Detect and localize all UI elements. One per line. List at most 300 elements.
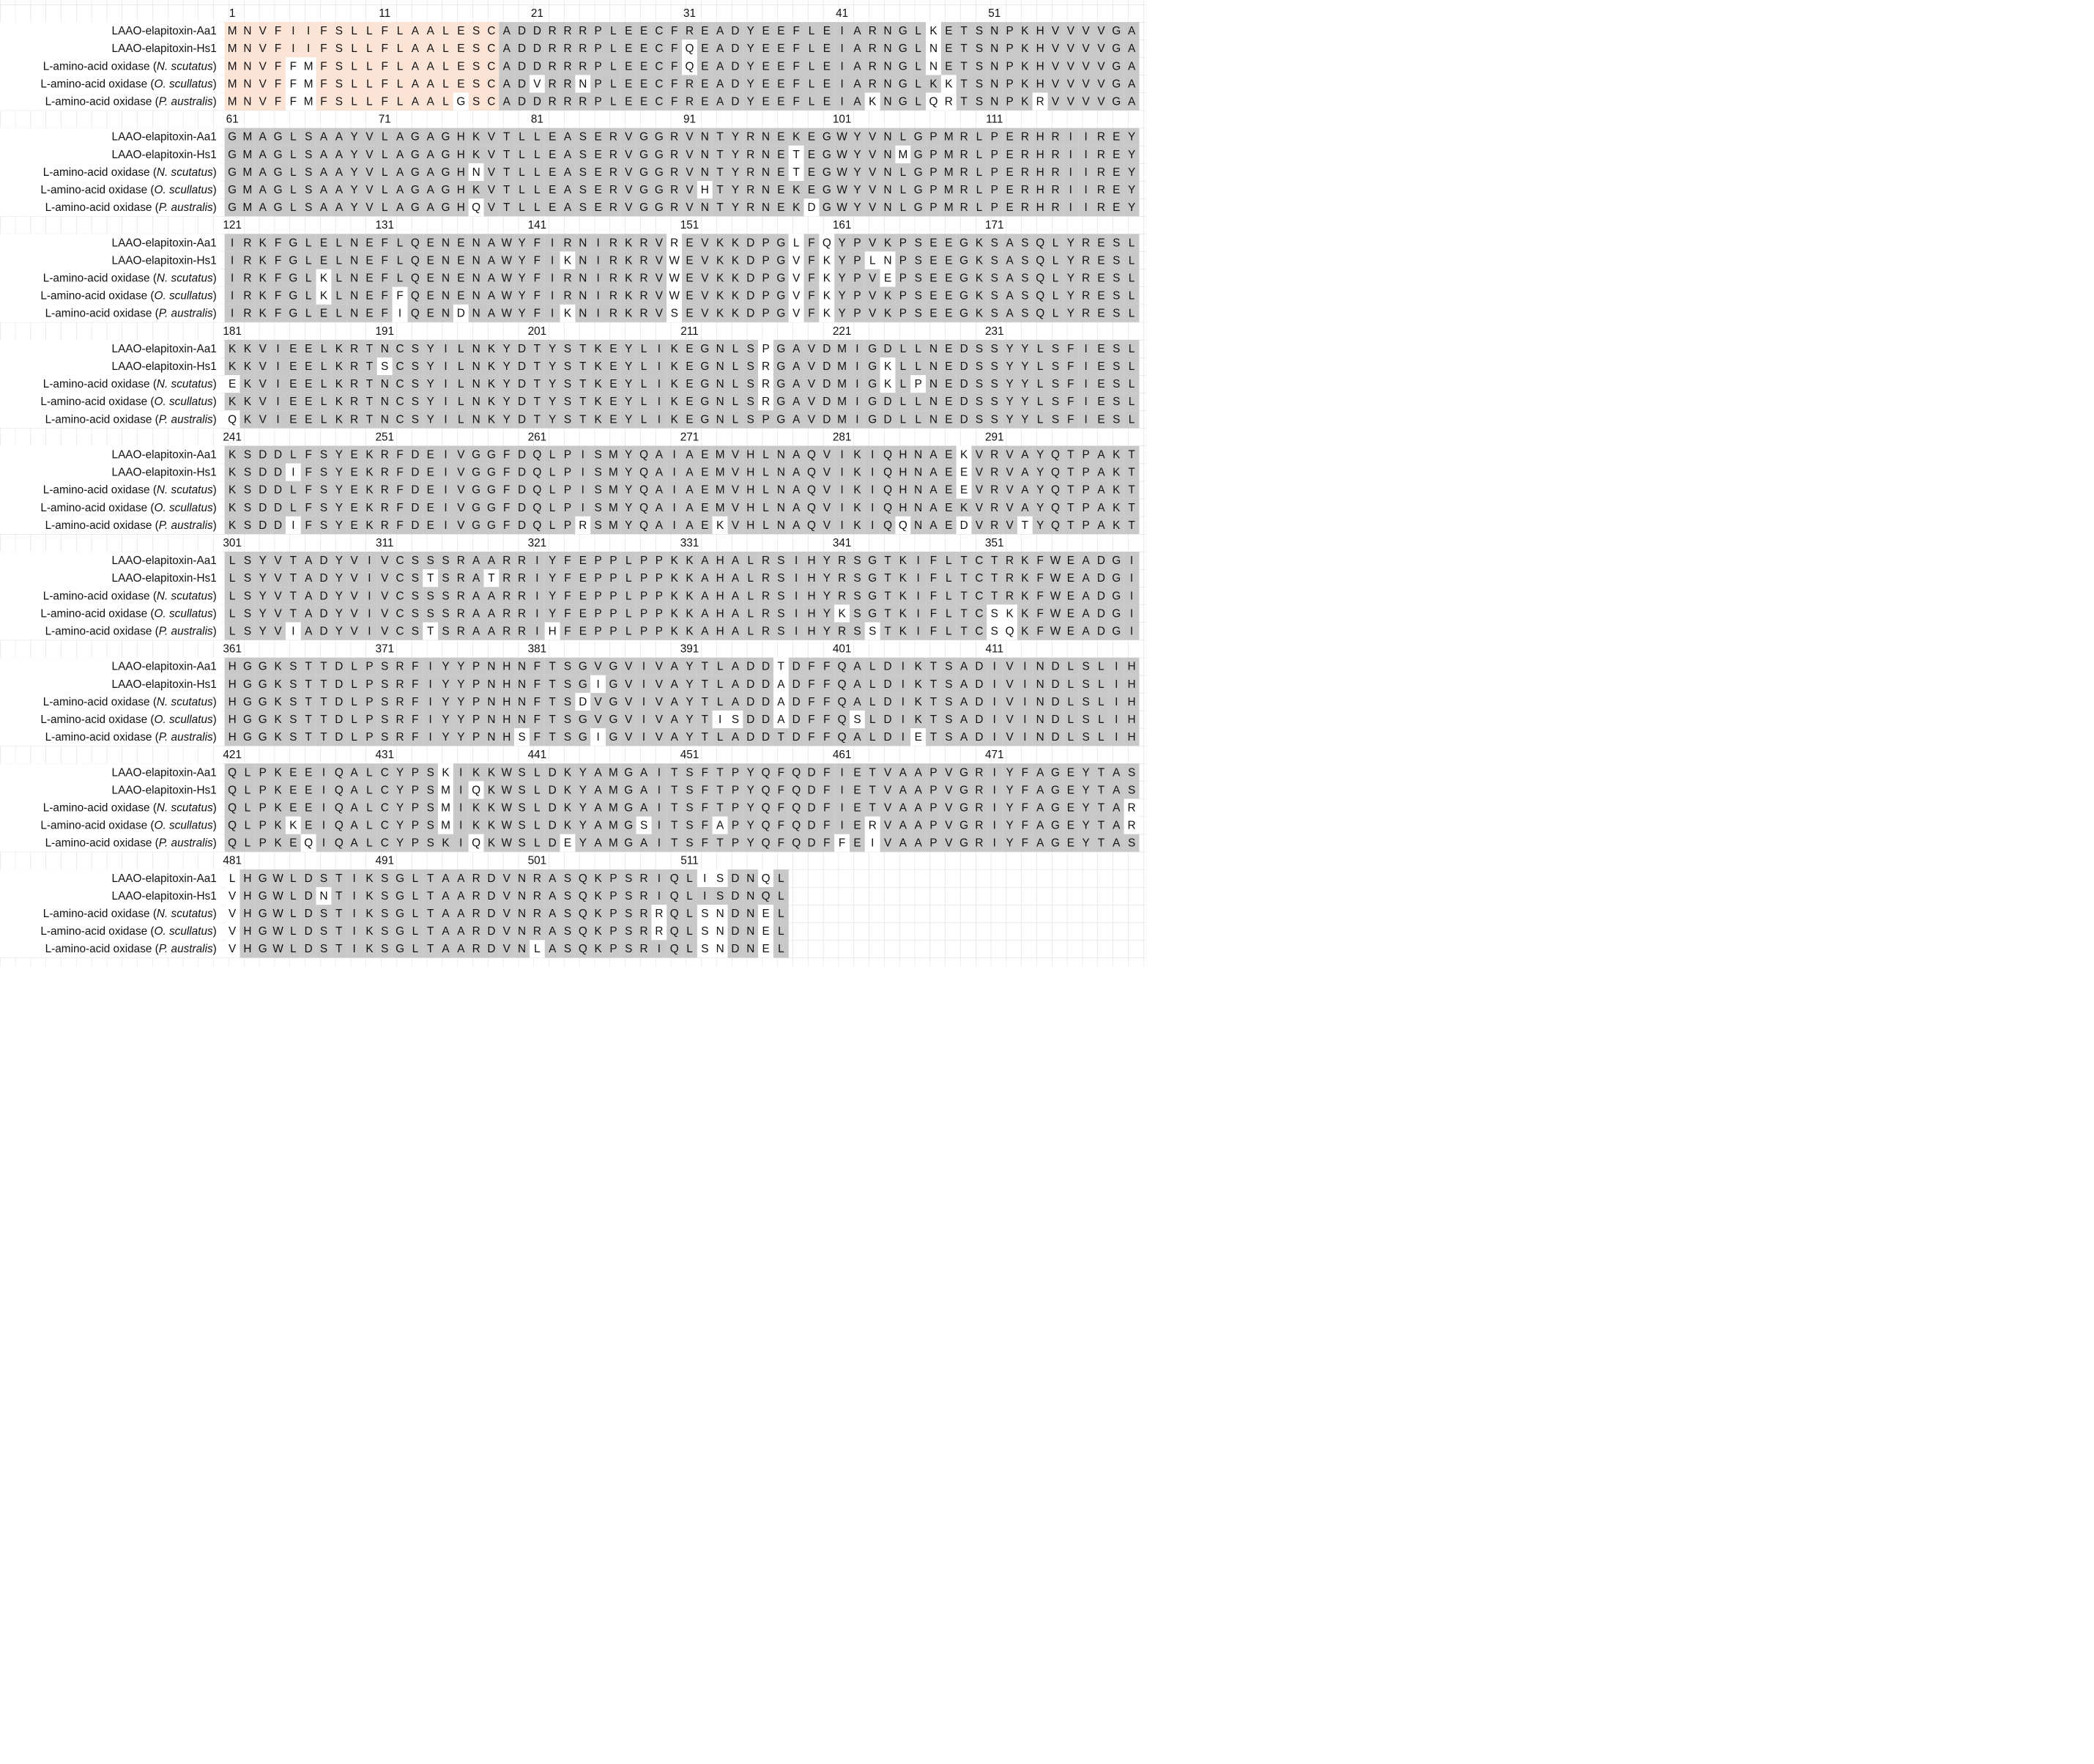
residue-cell: F — [773, 817, 789, 834]
residue-cell: K — [590, 870, 606, 887]
residue-cell: P — [255, 798, 270, 816]
residue-cell: S — [972, 375, 987, 393]
residue-cell: L — [895, 199, 910, 216]
residue-cell: P — [728, 781, 743, 798]
residue-cell: A — [773, 675, 789, 693]
residue-cell: R — [636, 887, 652, 905]
sequence-label — [0, 75, 221, 92]
residue-cell: P — [636, 587, 652, 604]
residue-cell: I — [697, 887, 713, 905]
residue-cell: Q — [804, 464, 820, 481]
residue-cell: G — [636, 146, 652, 163]
residue-cell: I — [895, 693, 910, 711]
residue-cell: R — [1078, 234, 1094, 251]
residue-cell: T — [575, 393, 590, 410]
residue-cell: L — [453, 357, 469, 375]
residue-cell: I — [850, 340, 865, 357]
residue-cell: M — [713, 499, 728, 516]
residue-cell: T — [423, 622, 438, 640]
residue-cell: Q — [880, 516, 896, 534]
residue-cell: A — [560, 163, 576, 181]
residue-cell: F — [286, 93, 301, 111]
residue-cell: T — [286, 587, 301, 604]
residue-cell: E — [773, 93, 789, 111]
residue-cell: N — [758, 199, 773, 216]
residue-cell: H — [1033, 75, 1048, 92]
sequence-label — [0, 587, 221, 604]
residue-cell: Y — [1017, 393, 1033, 410]
residue-cell: E — [423, 499, 438, 516]
residue-cell: C — [651, 75, 667, 92]
residue-cell: E — [423, 464, 438, 481]
residue-cell: N — [377, 340, 393, 357]
residue-cell: S — [316, 516, 332, 534]
residue-cell: F — [286, 75, 301, 92]
residue-cell: P — [407, 798, 423, 816]
residue-cell: Y — [393, 817, 408, 834]
residue-cell: I — [590, 728, 606, 746]
residue-cell: L — [941, 569, 957, 587]
residue-cell: A — [393, 199, 408, 216]
residue-cell: F — [926, 552, 941, 569]
residue-cell: E — [423, 270, 438, 287]
residue-cell: E — [575, 587, 590, 604]
residue-cell: V — [453, 516, 469, 534]
residue-cell: I — [636, 658, 652, 675]
residue-cell: E — [682, 357, 697, 375]
residue-cell: S — [377, 905, 393, 922]
residue-cell: L — [377, 163, 393, 181]
residue-cell: E — [941, 40, 957, 57]
residue-cell: K — [834, 604, 850, 622]
sequence-label-suffix: ) — [213, 501, 217, 514]
residue-cell: I — [590, 270, 606, 287]
residue-cell: R — [1078, 305, 1094, 322]
residue-cell: L — [346, 57, 362, 75]
residue-cell: P — [590, 93, 606, 111]
residue-cell: Y — [438, 728, 453, 746]
residue-cell: F — [804, 711, 820, 728]
residue-cell: L — [530, 940, 545, 957]
residue-cell: G — [438, 146, 453, 163]
residue-cell: R — [377, 464, 393, 481]
sequence-label-suffix: ) — [213, 943, 217, 955]
residue-cell: G — [393, 870, 408, 887]
residue-cell: Y — [743, 817, 758, 834]
residue-cell: D — [407, 499, 423, 516]
residue-cell: Y — [743, 75, 758, 92]
residue-cell: R — [1017, 146, 1033, 163]
residue-cell: D — [789, 675, 804, 693]
residue-cell: I — [1078, 163, 1094, 181]
residue-cell: L — [331, 251, 346, 269]
residue-cell: S — [286, 711, 301, 728]
residue-cell: L — [758, 464, 773, 481]
residue-cell: I — [423, 711, 438, 728]
residue-cell: I — [850, 393, 865, 410]
residue-cell: H — [713, 587, 728, 604]
residue-cell: S — [514, 834, 530, 852]
residue-cell: T — [362, 357, 377, 375]
residue-cell: G — [240, 693, 256, 711]
residue-cell: G — [407, 181, 423, 199]
residue-cell: S — [240, 587, 256, 604]
residue-cell: G — [286, 287, 301, 305]
residue-cell: T — [926, 728, 941, 746]
residue-cell: S — [407, 569, 423, 587]
residue-cell: G — [1109, 587, 1124, 604]
residue-cell: K — [469, 817, 484, 834]
sequence-label-suffix: ) — [213, 713, 217, 725]
species-name: O. scullatus — [155, 289, 213, 302]
residue-cell: A — [453, 870, 469, 887]
residue-cell: I — [362, 587, 377, 604]
residue-cell: V — [804, 393, 820, 410]
residue-cell: C — [377, 798, 393, 816]
residue-cell: G — [393, 940, 408, 957]
residue-cell: C — [484, 22, 500, 40]
residue-cell: A — [255, 128, 270, 146]
residue-cell: A — [423, 22, 438, 40]
residue-cell: N — [514, 658, 530, 675]
residue-cell: L — [377, 199, 393, 216]
residue-cell: L — [407, 940, 423, 957]
residue-cell: K — [713, 270, 728, 287]
residue-cell: E — [286, 340, 301, 357]
residue-cell: D — [270, 445, 286, 463]
residue-cell: W — [499, 834, 514, 852]
sequence-label — [0, 834, 221, 852]
residue-cell: I — [651, 887, 667, 905]
residue-cell: K — [469, 128, 484, 146]
residue-cell: R — [606, 234, 621, 251]
residue-cell: G — [240, 675, 256, 693]
residue-cell: D — [407, 516, 423, 534]
residue-cell: S — [850, 604, 865, 622]
residue-cell: R — [560, 287, 576, 305]
residue-cell: T — [713, 763, 728, 781]
residue-cell: E — [301, 781, 316, 798]
residue-cell: M — [225, 57, 240, 75]
residue-cell: I — [316, 781, 332, 798]
residue-cell: K — [895, 552, 910, 569]
residue-cell: I — [895, 711, 910, 728]
residue-cell: L — [1063, 658, 1078, 675]
residue-cell: L — [530, 163, 545, 181]
residue-cell: M — [606, 798, 621, 816]
sequence-label-suffix: ) — [213, 289, 217, 302]
species-name: P. australis — [159, 201, 213, 213]
residue-cell: E — [819, 75, 834, 92]
residue-cell: F — [530, 234, 545, 251]
residue-cell: D — [331, 658, 346, 675]
residue-cell: F — [407, 658, 423, 675]
residue-cell: A — [713, 817, 728, 834]
residue-cell: K — [880, 375, 896, 393]
residue-cell: A — [469, 569, 484, 587]
residue-cell: T — [667, 781, 682, 798]
residue-cell: E — [682, 251, 697, 269]
residue-cell: H — [240, 922, 256, 940]
residue-cell: W — [667, 270, 682, 287]
residue-cell: K — [590, 393, 606, 410]
residue-cell: A — [255, 199, 270, 216]
residue-cell: I — [1078, 340, 1094, 357]
residue-cell: S — [682, 798, 697, 816]
residue-cell: G — [895, 93, 910, 111]
residue-cell: S — [316, 940, 332, 957]
residue-cell: I — [987, 817, 1002, 834]
residue-cell: R — [865, 22, 880, 40]
residue-cell: K — [972, 234, 987, 251]
residue-cell: R — [865, 57, 880, 75]
residue-cell: E — [880, 270, 896, 287]
residue-cell: C — [393, 375, 408, 393]
residue-cell: E — [621, 40, 636, 57]
residue-cell: L — [1124, 410, 1140, 428]
sequence-label — [0, 40, 221, 57]
residue-cell: Q — [1033, 305, 1048, 322]
residue-cell: Q — [667, 940, 682, 957]
alignment-figure — [0, 0, 1147, 966]
residue-cell: A — [1109, 798, 1124, 816]
residue-cell: S — [987, 287, 1002, 305]
residue-cell: Y — [621, 445, 636, 463]
residue-cell: K — [240, 410, 256, 428]
residue-cell: I — [423, 658, 438, 675]
residue-cell: L — [225, 870, 240, 887]
residue-cell: F — [377, 234, 393, 251]
residue-cell: D — [255, 499, 270, 516]
residue-cell: L — [682, 887, 697, 905]
residue-cell: D — [743, 305, 758, 322]
residue-cell: L — [362, 22, 377, 40]
residue-cell: A — [1109, 834, 1124, 852]
residue-cell: R — [972, 781, 987, 798]
species-name: P. australis — [159, 307, 213, 319]
species-name: P. australis — [159, 943, 213, 955]
residue-cell: E — [590, 163, 606, 181]
sequence-label-prefix: LAAO-elapitoxin-Hs1 — [112, 148, 217, 160]
residue-cell: S — [850, 569, 865, 587]
residue-cell: G — [895, 40, 910, 57]
residue-cell: E — [941, 445, 957, 463]
residue-cell: E — [773, 75, 789, 92]
residue-cell: L — [453, 410, 469, 428]
residue-cell: F — [560, 622, 576, 640]
residue-cell: I — [590, 234, 606, 251]
residue-cell: N — [743, 922, 758, 940]
residue-cell: S — [240, 516, 256, 534]
residue-cell: E — [362, 305, 377, 322]
residue-cell: P — [560, 481, 576, 499]
residue-cell: T — [880, 552, 896, 569]
residue-cell: L — [514, 199, 530, 216]
residue-cell: S — [514, 763, 530, 781]
residue-cell: R — [240, 287, 256, 305]
residue-cell: T — [545, 693, 560, 711]
residue-cell: S — [301, 163, 316, 181]
residue-cell: N — [713, 410, 728, 428]
residue-cell: E — [286, 763, 301, 781]
residue-cell: N — [697, 163, 713, 181]
residue-cell: L — [636, 357, 652, 375]
residue-cell: T — [697, 728, 713, 746]
residue-cell: I — [636, 693, 652, 711]
residue-cell: V — [728, 464, 743, 481]
residue-cell: K — [590, 922, 606, 940]
residue-cell: E — [453, 287, 469, 305]
residue-cell: L — [286, 199, 301, 216]
residue-cell: N — [713, 375, 728, 393]
residue-cell: D — [407, 445, 423, 463]
residue-cell: N — [484, 675, 500, 693]
residue-cell: N — [697, 128, 713, 146]
sequence-label — [0, 658, 221, 675]
residue-cell: T — [316, 693, 332, 711]
residue-cell: R — [667, 199, 682, 216]
residue-cell: H — [1124, 693, 1140, 711]
residue-cell: K — [789, 199, 804, 216]
residue-cell: F — [819, 763, 834, 781]
residue-cell: L — [910, 93, 926, 111]
residue-cell: Q — [804, 499, 820, 516]
residue-cell: S — [865, 622, 880, 640]
species-name: N. scutatus — [157, 907, 213, 919]
residue-cell: S — [972, 357, 987, 375]
residue-cell: R — [743, 128, 758, 146]
residue-cell: R — [667, 234, 682, 251]
residue-cell: V — [880, 781, 896, 798]
residue-cell: T — [957, 622, 972, 640]
residue-cell: E — [1094, 340, 1109, 357]
residue-cell: K — [1017, 587, 1033, 604]
residue-cell: F — [499, 445, 514, 463]
residue-cell: G — [910, 199, 926, 216]
residue-cell: L — [240, 763, 256, 781]
residue-cell: I — [438, 340, 453, 357]
residue-cell: I — [651, 870, 667, 887]
residue-cell: G — [651, 181, 667, 199]
residue-cell: A — [499, 93, 514, 111]
residue-cell: A — [910, 817, 926, 834]
residue-cell: N — [880, 181, 896, 199]
residue-cell: E — [346, 499, 362, 516]
residue-cell: P — [590, 604, 606, 622]
residue-cell: E — [606, 393, 621, 410]
residue-cell: V — [941, 781, 957, 798]
residue-cell: A — [636, 763, 652, 781]
residue-cell: V — [1078, 75, 1094, 92]
residue-cell: T — [865, 798, 880, 816]
residue-cell: T — [697, 711, 713, 728]
sequence-label — [0, 146, 221, 163]
residue-cell: A — [926, 516, 941, 534]
residue-cell: S — [423, 763, 438, 781]
sequence-label — [0, 445, 221, 463]
residue-cell: M — [301, 75, 316, 92]
residue-cell: F — [270, 40, 286, 57]
residue-cell: L — [346, 40, 362, 57]
residue-cell: K — [895, 587, 910, 604]
residue-cell: E — [1002, 128, 1017, 146]
sequence-label — [0, 675, 221, 693]
residue-cell: Y — [1078, 834, 1094, 852]
residue-cell: P — [987, 199, 1002, 216]
residue-cell: D — [758, 711, 773, 728]
residue-cell: V — [346, 587, 362, 604]
residue-cell: A — [423, 163, 438, 181]
residue-cell: I — [530, 622, 545, 640]
residue-cell: E — [941, 410, 957, 428]
residue-cell: A — [1002, 305, 1017, 322]
residue-cell: H — [225, 658, 240, 675]
residue-cell: Y — [819, 587, 834, 604]
residue-cell: D — [545, 781, 560, 798]
residue-cell: Q — [301, 834, 316, 852]
residue-cell: R — [834, 552, 850, 569]
residue-cell: D — [270, 464, 286, 481]
residue-cell: A — [895, 763, 910, 781]
residue-cell: G — [773, 375, 789, 393]
residue-cell: K — [438, 763, 453, 781]
residue-cell: V — [1094, 75, 1109, 92]
residue-cell: Y — [621, 357, 636, 375]
residue-cell: S — [560, 711, 576, 728]
residue-cell: A — [895, 781, 910, 798]
species-name: O. scullatus — [155, 501, 213, 514]
residue-cell: G — [407, 128, 423, 146]
residue-cell: L — [910, 40, 926, 57]
residue-cell: R — [560, 234, 576, 251]
residue-cell: P — [255, 781, 270, 798]
residue-cell: T — [545, 675, 560, 693]
residue-cell: K — [819, 305, 834, 322]
sequence-label-prefix: L-amino-acid oxidase ( — [43, 695, 157, 708]
residue-cell: I — [910, 587, 926, 604]
residue-cell: L — [362, 781, 377, 798]
residue-cell: E — [1063, 798, 1078, 816]
residue-cell: E — [697, 93, 713, 111]
residue-cell: R — [530, 870, 545, 887]
residue-cell: I — [225, 270, 240, 287]
residue-cell: Q — [530, 516, 545, 534]
residue-cell: S — [987, 357, 1002, 375]
residue-cell: W — [834, 146, 850, 163]
alignment-sheet — [0, 0, 1147, 966]
residue-cell: F — [560, 569, 576, 587]
residue-cell: T — [575, 357, 590, 375]
residue-cell: K — [484, 340, 500, 357]
residue-cell: Y — [453, 658, 469, 675]
residue-cell: Q — [789, 763, 804, 781]
residue-cell: P — [590, 57, 606, 75]
residue-cell: E — [346, 464, 362, 481]
residue-cell: R — [393, 675, 408, 693]
residue-cell: N — [438, 270, 453, 287]
residue-cell: F — [270, 93, 286, 111]
residue-cell: S — [438, 569, 453, 587]
sequence-label — [0, 22, 221, 40]
residue-cell: R — [575, 516, 590, 534]
residue-cell: R — [545, 40, 560, 57]
residue-cell: R — [545, 75, 560, 92]
residue-cell: S — [1109, 357, 1124, 375]
residue-cell: E — [804, 163, 820, 181]
residue-cell: C — [651, 57, 667, 75]
residue-cell: H — [713, 604, 728, 622]
residue-cell: A — [728, 658, 743, 675]
